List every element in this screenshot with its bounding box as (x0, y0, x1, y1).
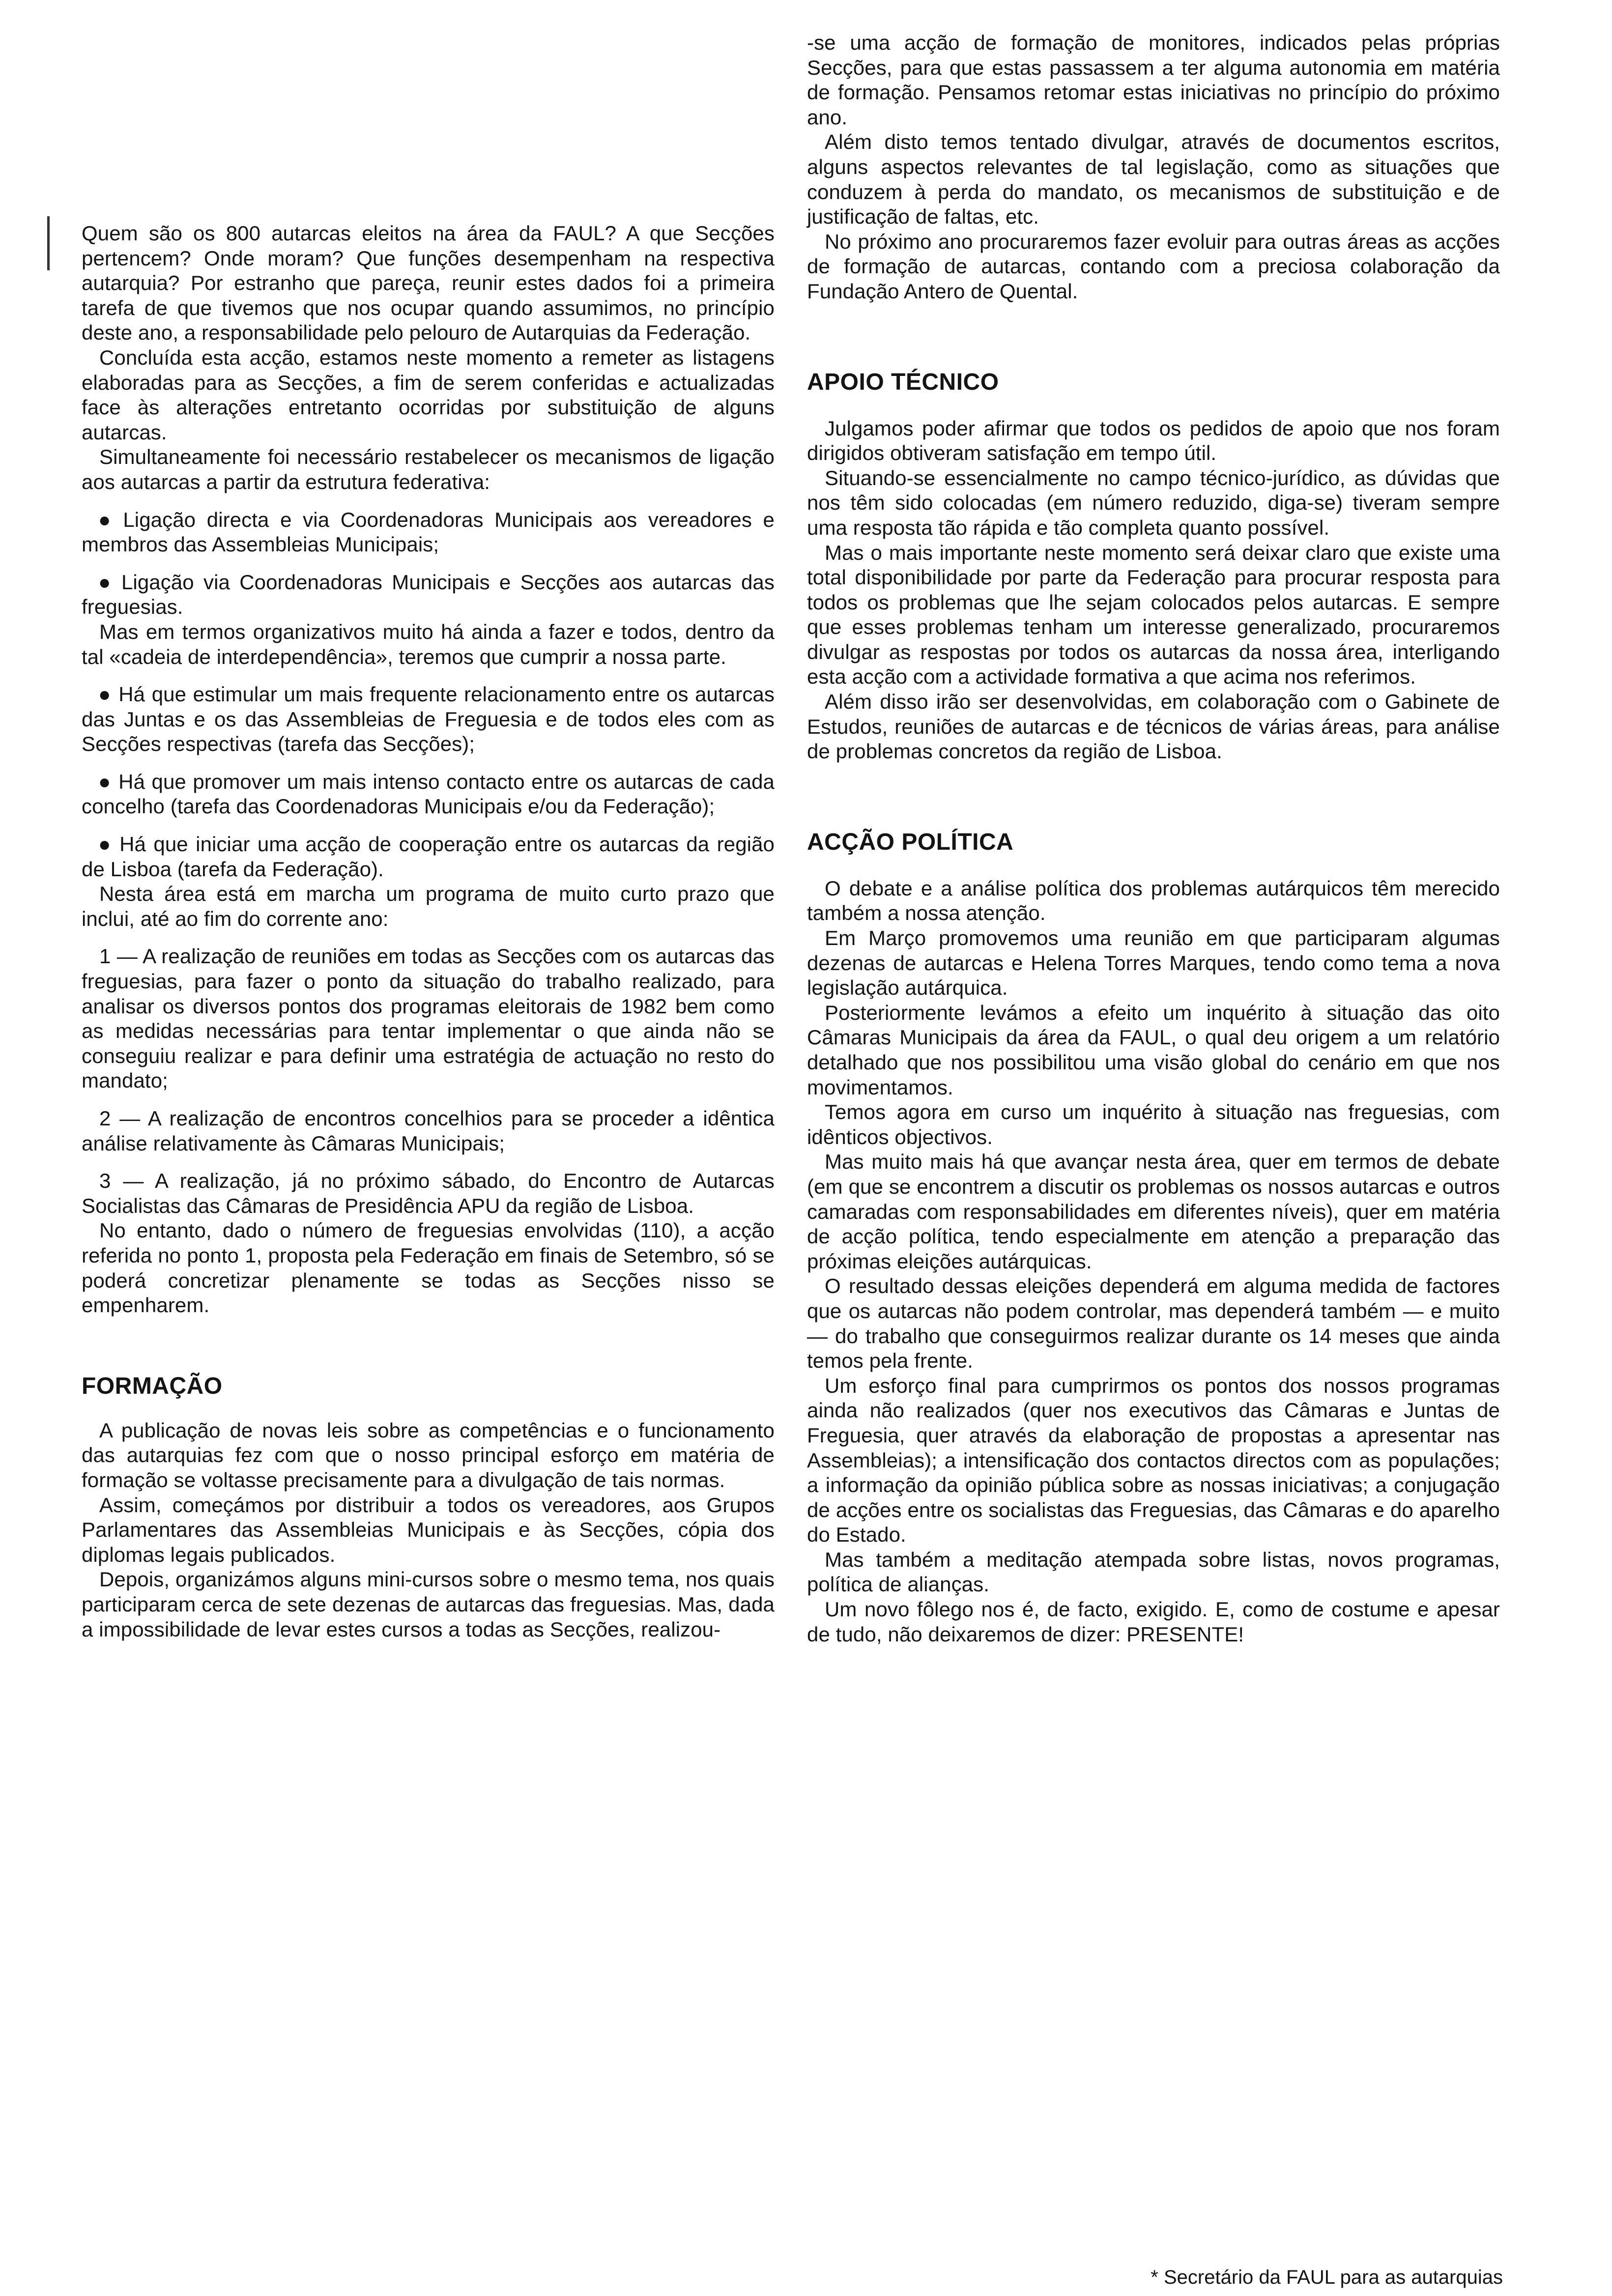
bullet-text: Ligação directa e via Coordenadoras Municipais aos vereadores e membros das Assembleias Municipais; (82, 508, 775, 556)
program-item: 3 — A realização, já no próximo sábado, do Encontro de Autarcas Socialistas das Câmaras de Presidência APU da região de Lisboa. (82, 1169, 775, 1217)
paragraph: Depois, organizámos alguns mini-cursos sobre o mesmo tema, nos quais participaram cerca de sete dezenas de autarcas das freguesias. Mas, dada a impossibilidade de levar estes cursos a todas as Secções, realizou- (82, 1568, 775, 1641)
paragraph: Mas o mais importante neste momento será deixar claro que existe uma total disponibilidade por parte da Federação para procurar resposta para todos os problemas que lhe sejam colocados pelos autarcas. E sempre que esses problemas tenham um interesse generalizado, procuraremos divulgar as respostas por todos os autarcas da nossa área, interligando esta acção com a actividade formativa a que acima nos referimos. (807, 541, 1500, 689)
bullet-icon: ● (98, 570, 115, 594)
bullet-text: Há que estimular um mais frequente relacionamento entre os autarcas das Juntas e os das Assembleias de Freguesia e de todos eles com as Secções respectivas (tarefa das Secções); (82, 683, 775, 756)
right-column (807, 30, 1500, 1647)
paragraph: Mas também a meditação atempada sobre listas, novos programas, política de alianças. (807, 1548, 1500, 1596)
paragraph: No próximo ano procuraremos fazer evoluir para outras áreas as acções de formação de autarcas, contando com a preciosa colaboração da Fundação Antero de Quental. (807, 230, 1500, 303)
program-item: 2 — A realização de encontros concelhios para se proceder a idêntica análise relativamente às Câmaras Municipais; (82, 1107, 775, 1155)
bullet-icon: ● (98, 508, 116, 531)
section-heading-apoio-tecnico: APOIO TÉCNICO (807, 369, 999, 395)
bullet-text: Há que iniciar uma acção de cooperação entre os autarcas da região de Lisboa (tarefa da Federação). (82, 832, 775, 881)
bullet-item (82, 682, 775, 757)
paragraph: No entanto, dado o número de freguesias envolvidas (110), a acção referida no ponto 1, proposta pela Federação em finais de Setembro, só se poderá concretizar plenamente se todas as Secções nisso se empenharem. (82, 1219, 775, 1317)
bullet-icon: ● (98, 770, 112, 793)
section-heading-formacao: FORMAÇÃO (82, 1373, 223, 1399)
bullet-text: Há que promover um mais intenso contacto entre os autarcas de cada concelho (tarefa das Coordenadoras Municipais e/ou da Federação); (82, 770, 775, 818)
program-item: 1 — A realização de reuniões em todas as Secções com os autarcas das freguesias, para fazer o ponto da situação do trabalho realizado, para analisar os diversos pontos dos programas eleitorais de 1982 bem como as medidas necessárias para tentar implementar o que ainda não se conseguiu realizar e para definir uma estratégia de actuação no resto do mandato; (82, 945, 775, 1092)
paragraph: Simultaneamente foi necessário restabelecer os mecanismos de ligação aos autarcas a partir da estrutura federativa: (82, 445, 775, 493)
paragraph: Em Março promovemos uma reunião em que participaram algumas dezenas de autarcas e Helena Torres Marques, tendo como tema a nova legislação autárquica. (807, 926, 1500, 1000)
bullet-item (82, 770, 775, 819)
bullet-icon: ● (98, 683, 112, 706)
paragraph: Além disso irão ser desenvolvidas, em colaboração com o Gabinete de Estudos, reuniões de autarcas e de técnicos de várias áreas, para análise de problemas concretos da região de Lisboa. (807, 690, 1500, 763)
left-column (82, 221, 775, 1642)
paragraph: O debate e a análise política dos problemas autárquicos têm merecido também a nossa atenção. (807, 876, 1500, 925)
bullet-icon: ● (98, 832, 113, 856)
margin-mark (47, 216, 50, 270)
paragraph: A publicação de novas leis sobre as competências e o funcionamento das autarquias fez com que o nosso principal esforço em matéria de formação se voltasse precisamente para a divulgação de tais normas. (82, 1418, 775, 1492)
paragraph: Mas muito mais há que avançar nesta área, quer em termos de debate (em que se encontrem a discutir os problemas os nossos autarcas e outros camaradas com responsabilidades em diferentes níveis), quer em matéria de acção política, tendo especialmente em atenção a preparação das próximas eleições autárquicas. (807, 1150, 1500, 1273)
paragraph: Além disto temos tentado divulgar, através de documentos escritos, alguns aspectos relevantes de tal legislação, como as situações que conduzem à perda do mandato, os mecanismos de substituição e de justificação de faltas, etc. (807, 130, 1500, 229)
paragraph: Temos agora em curso um inquérito à situação nas freguesias, com idênticos objectivos. (807, 1100, 1500, 1148)
bullet-text: Ligação via Coordenadoras Municipais e Secções aos autarcas das freguesias. (82, 570, 775, 619)
paragraph: Assim, começámos por distribuir a todos os vereadores, aos Grupos Parlamentares das Assembleias Municipais e às Secções, cópia dos diplomas legais publicados. (82, 1493, 775, 1566)
bullet-item (82, 832, 775, 882)
paragraph: Um novo fôlego nos é, de facto, exigido. E, como de costume e apesar de tudo, não deixaremos de dizer: PRESENTE! (807, 1598, 1500, 1646)
paragraph: Concluída esta acção, estamos neste momento a remeter as listagens elaboradas para as Secções, a fim de serem conferidas e actualizadas face às alterações entretanto ocorridas por substituição de alguns autarcas. (82, 345, 775, 444)
paragraph: Mas em termos organizativos muito há ainda a fazer e todos, dentro da tal «cadeia de interdependência», teremos que cumprir a nossa parte. (82, 620, 775, 668)
paragraph: Um esforço final para cumprirmos os pontos dos nossos programas ainda não realizados (quer nos executivos das Câmaras e Juntas de Freguesia, quer através da elaboração de propostas a apresentar nas Assembleias); a intensificação dos contactos directos com as populações; a informação da opinião pública sobre as nossas iniciativas; a conjugação de acções entre os socialistas das Freguesias, das Câmaras e do aparelho do Estado. (807, 1374, 1500, 1547)
paragraph: -se uma acção de formação de monitores, indicados pelas próprias Secções, para que estas passassem a ter alguma autonomia em matéria de formação. Pensamos retomar estas iniciativas no princípio do próximo ano. (807, 31, 1500, 129)
author-footnote: * Secretário da FAUL para as autarquias (1151, 2267, 1503, 2288)
paragraph: Julgamos poder afirmar que todos os pedidos de apoio que nos foram dirigidos obtiveram satisfação em tempo útil. (807, 416, 1500, 465)
paragraph: Nesta área está em marcha um programa de muito curto prazo que inclui, até ao fim do corrente ano: (82, 882, 775, 930)
bullet-item (82, 570, 775, 620)
bullet-item (82, 508, 775, 557)
section-heading-accao-politica: ACÇÃO POLÍTICA (807, 829, 1014, 855)
paragraph: O resultado dessas eleições dependerá em alguma medida de factores que os autarcas não podem controlar, mas dependerá também — e muito — do trabalho que conseguirmos realizar durante os 14 meses que ainda temos pela frente. (807, 1274, 1500, 1373)
paragraph: Quem são os 800 autarcas eleitos na área da FAUL? A que Secções pertencem? Onde moram? Que funções desempenham na respectiva autarquia? Por estranho que pareça, reunir estes dados foi a primeira tarefa de que tivemos que nos ocupar quando assumimos, no princípio deste ano, a responsabilidade pelo pelouro de Autarquias da Federação. (82, 222, 775, 344)
paragraph: Posteriormente levámos a efeito um inquérito à situação das oito Câmaras Municipais da área da FAUL, o qual deu origem a um relatório detalhado que nos possibilitou uma visão global do cenário em que nos movimentamos. (807, 1001, 1500, 1099)
paragraph: Situando-se essencialmente no campo técnico-jurídico, as dúvidas que nos têm sido colocadas (em número reduzido, diga-se) tiveram sempre uma resposta tão rápida e tão completa quanto possível. (807, 466, 1500, 539)
